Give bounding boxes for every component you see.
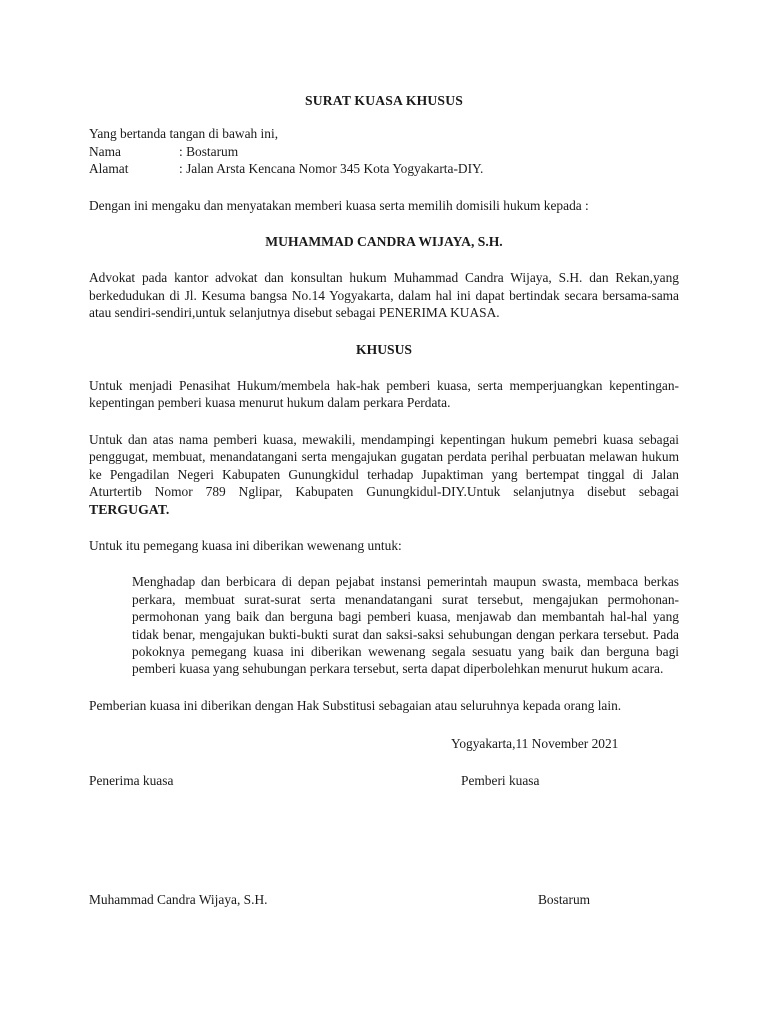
name-label: Nama [89,143,121,159]
purpose-paragraph: Untuk menjadi Penasihat Hukum/membela hak-hak pemberi kuasa, serta memperjuangkan kepentingan-kepentingan pemberi kuasa menurut hukum dalam perkara Perdata. [89,378,679,411]
authority-intro: Untuk itu pemegang kuasa ini diberikan wewenang untuk: [89,537,402,553]
place-date: Yogyakarta,11 November 2021 [451,736,619,752]
representation-paragraph [89,431,679,518]
statement-line: Dengan ini mengaku dan menyatakan memberi kuasa serta memilih domisili hukum kepada : [89,197,589,213]
recipient-label: Penerima kuasa [89,772,174,788]
address-value: : Jalan Arsta Kencana Nomor 345 Kota Yogyakarta-DIY. [179,161,484,177]
authority-detail: Menghadap dan berbicara di depan pejabat instansi pemerintah maupun swasta, membaca berkas perkara, membuat surat-surat serta menandatangani surat tersebut, mengajukan permohonan-permohonan yang baik dan berguna bagi pemberi kuasa, menjawab dan membantah hal-hal yang tidak benar, mengajukan bukti-bukti surat dan saksi-saksi sehubungan dengan perkara tersebut. Pada pokoknya pemegang kuasa ini diberikan wewenang segala sesuatu yang baik dan berguna bagi pemberi kuasa yang sehubungan perkara tersebut, serta dapat diperbolehkan menurut hukum acara. [132,574,679,677]
signature-names [89,891,679,908]
signature-labels [89,772,679,789]
grantor-name-row [89,143,679,160]
document-page [89,92,679,908]
attorney-name: MUHAMMAD CANDRA WIJAYA, S.H. [265,234,503,250]
defendant-label: TERGUGAT. [89,501,170,517]
representation-text: Untuk dan atas nama pemberi kuasa, mewakili, mendampingi kepentingan hukum pemebri kuasa sebagai penggugat, membuat, menandatangani serta mengajukan gugatan perdata perihal perbuatan melawan hukum ke Pengadilan Negeri Kabupaten Gunungkidul terhadap Jupaktiman yang bertempat tinggal di Jalan Aturtertib Nomor 789 Nglipar, Kabupaten Gunungkidul-DIY.Untuk selanjutnya disebut sebagai [89,431,679,500]
substitution-line: Pemberian kuasa ini diberikan dengan Hak Substitusi sebagaian atau seluruhnya kepada orang lain. [89,697,622,713]
grantor-name: Bostarum [538,891,591,907]
grantor-address-row [89,160,679,177]
intro-line: Yang bertanda tangan di bawah ini, [89,126,279,142]
recipient-name: Muhammad Candra Wijaya, S.H. [89,891,268,907]
address-label: Alamat [89,161,129,177]
name-value: : Bostarum [179,143,239,159]
attorney-description: Advokat pada kantor advokat dan konsultan hukum Muhammad Candra Wijaya, S.H. dan Rekan,yang berkedudukan di Jl. Kesuma bangsa No.14 Yogyakarta, dalam hal ini dapat bertindak secara bersama-sama atau sendiri-sendiri,untuk selanjutnya disebut sebagai PENERIMA KUASA. [89,270,679,321]
special-heading: KHUSUS [356,341,412,357]
document-title: SURAT KUASA KHUSUS [305,93,463,108]
grantor-label: Pemberi kuasa [461,772,540,788]
